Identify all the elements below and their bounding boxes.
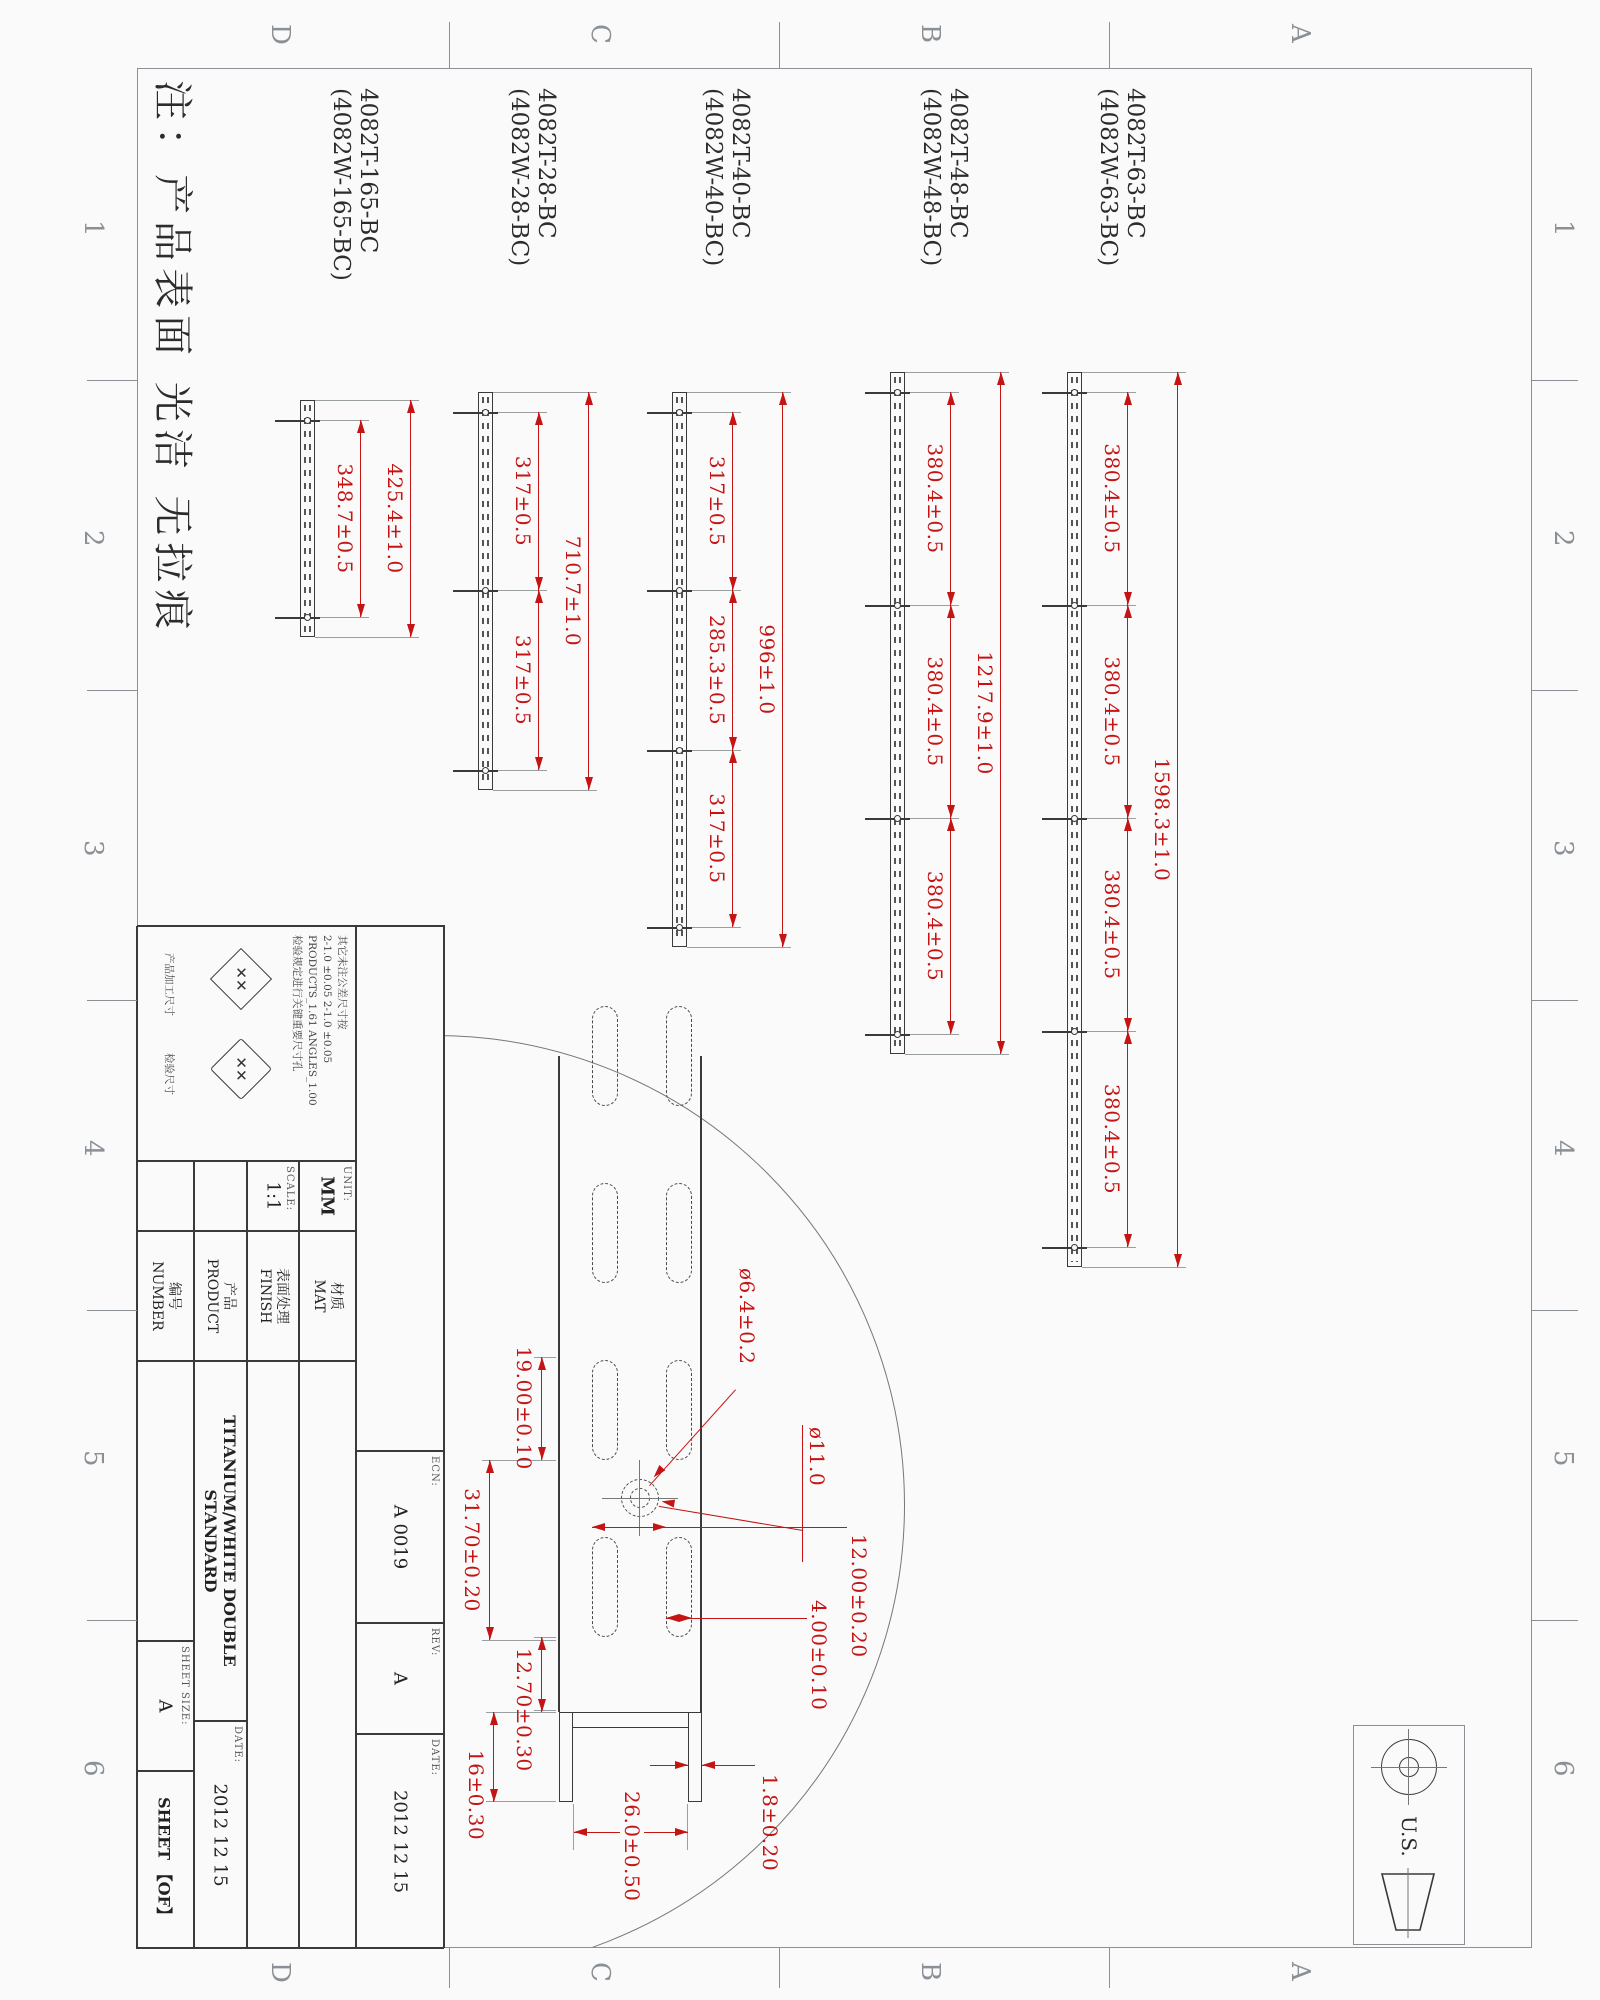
detail-strip-bottom-edge bbox=[558, 1056, 560, 1712]
zone-tick bbox=[1532, 380, 1578, 381]
dim-arrow bbox=[729, 737, 737, 750]
hole-mark-icon bbox=[1071, 602, 1078, 609]
dim-arrow bbox=[1124, 818, 1132, 831]
zone-tick bbox=[1109, 22, 1110, 68]
surface-symbol-icon: ✕✕ bbox=[210, 948, 272, 1010]
zone-tick bbox=[1109, 1948, 1110, 1988]
zone-tick bbox=[87, 1000, 137, 1001]
zone-tick bbox=[449, 1948, 450, 1988]
dim-arrow bbox=[535, 412, 543, 425]
hole-mark-icon bbox=[676, 587, 683, 594]
extension-line bbox=[320, 617, 369, 618]
zone-tick bbox=[1532, 1000, 1578, 1001]
dim-text: 317±0.5 bbox=[705, 793, 729, 884]
dim-arrow bbox=[729, 412, 737, 425]
projection-symbol bbox=[1353, 1725, 1465, 1945]
dim-arrow bbox=[729, 914, 737, 927]
dim-line bbox=[950, 605, 951, 818]
tb-number-header: 编号 NUMBER bbox=[136, 1231, 194, 1361]
zone-row-label: A bbox=[1285, 24, 1315, 43]
detail-slot bbox=[592, 1537, 618, 1637]
detail-slot bbox=[592, 1006, 618, 1106]
hole-tick bbox=[865, 605, 910, 607]
zone-col-label: 4 bbox=[1548, 1140, 1578, 1157]
tb-mat-header: 材质 MAT bbox=[299, 1231, 356, 1361]
hole-mark-icon bbox=[1071, 389, 1078, 396]
dim-arrow bbox=[407, 400, 415, 413]
dim-arrow bbox=[947, 1021, 955, 1034]
hole-tick bbox=[275, 420, 320, 422]
zone-tick bbox=[1532, 690, 1578, 691]
section-web bbox=[559, 1712, 702, 1728]
dim-line bbox=[732, 750, 733, 927]
dim-line bbox=[588, 392, 589, 790]
zone-tick bbox=[1532, 1310, 1578, 1311]
margin-right bbox=[0, 1948, 1600, 2000]
zone-tick bbox=[87, 1310, 137, 1311]
zone-tick bbox=[779, 1948, 780, 1988]
dim-arrow bbox=[729, 577, 737, 590]
tb-scale: SCALE: 1:1 bbox=[247, 1161, 299, 1231]
tb-date2: DATE: 2012 12 15 bbox=[194, 1721, 247, 1949]
hole-mark-icon bbox=[894, 815, 901, 822]
zone-tick bbox=[87, 1620, 137, 1621]
margin-left bbox=[0, 0, 1600, 68]
part-model: 4082T-48-BC bbox=[945, 88, 971, 239]
part-model-label bbox=[917, 88, 971, 266]
hole-mark-icon bbox=[894, 389, 901, 396]
hole-mark-icon bbox=[676, 924, 683, 931]
dim-arrow bbox=[1124, 592, 1132, 605]
dim-arrow bbox=[407, 624, 415, 637]
zone-col-label: 5 bbox=[1548, 1450, 1578, 1467]
tb-blank-2 bbox=[136, 1161, 194, 1231]
hole-mark-icon bbox=[1071, 1244, 1078, 1251]
dim-line bbox=[410, 400, 411, 637]
hole-tick bbox=[647, 412, 692, 414]
zone-col-label: 2 bbox=[1548, 530, 1578, 547]
extension-line bbox=[692, 927, 741, 928]
hole-mark-icon bbox=[482, 767, 489, 774]
hole-mark-icon bbox=[482, 409, 489, 416]
dim-text: 317±0.5 bbox=[511, 634, 535, 726]
tb-blank-top bbox=[356, 926, 444, 1451]
dim-text: 1598.3±1.0 bbox=[1150, 757, 1174, 882]
part-model: 4082T-63-BC bbox=[1122, 88, 1148, 239]
dim-text: 1217.9±1.0 bbox=[973, 651, 997, 775]
dim-end-gap: 12.70±0.30 bbox=[512, 1648, 536, 1772]
dim-arrow bbox=[729, 750, 737, 763]
detail-slot bbox=[666, 1360, 692, 1460]
dim-arrow bbox=[1174, 372, 1182, 385]
zone-col-label: 1 bbox=[78, 220, 108, 237]
extension-line bbox=[1082, 1267, 1186, 1268]
dim-arrow bbox=[779, 392, 787, 405]
detail-strip-top-edge bbox=[700, 1056, 702, 1712]
tb-sheet-of: SHEET 【OF】 bbox=[136, 1771, 194, 1949]
dim-arrow bbox=[1124, 1234, 1132, 1247]
part-strip bbox=[672, 392, 687, 947]
dim-arrow bbox=[1124, 1018, 1132, 1031]
dim-edge-offset: 4.00±0.10 bbox=[807, 1600, 831, 1711]
part-model-alt: (4082W-28-BC) bbox=[506, 88, 532, 267]
zone-col-label: 5 bbox=[78, 1450, 108, 1467]
title-block bbox=[137, 925, 445, 1948]
dim-arrow bbox=[535, 590, 543, 603]
dim-line bbox=[1127, 392, 1128, 605]
hole-tick bbox=[647, 590, 692, 592]
tb-number-value bbox=[136, 1361, 194, 1641]
part-model-alt: (4082W-48-BC) bbox=[918, 88, 944, 267]
tb-ecn: ECN: A 0019 bbox=[356, 1451, 444, 1623]
part-model: 4082T-28-BC bbox=[533, 88, 559, 239]
part-strip bbox=[300, 400, 315, 637]
hole-tick bbox=[865, 818, 910, 820]
dim-text: 380.4±0.5 bbox=[1100, 1083, 1124, 1195]
dim-line bbox=[1177, 372, 1178, 1267]
part-model-label bbox=[699, 88, 753, 266]
detail-slot bbox=[666, 1006, 692, 1106]
hole-tick bbox=[647, 750, 692, 752]
dim-arrow bbox=[535, 757, 543, 770]
extension-line bbox=[1087, 1247, 1136, 1248]
hole-mark-icon bbox=[1071, 1028, 1078, 1035]
hole-tick bbox=[1042, 1031, 1087, 1033]
hole-tick bbox=[1042, 392, 1087, 394]
zone-tick bbox=[87, 380, 137, 381]
dim-text: 317±0.5 bbox=[705, 455, 729, 547]
hole-tick bbox=[865, 392, 910, 394]
dim-arrow bbox=[1124, 1031, 1132, 1044]
extension-line bbox=[498, 770, 547, 771]
dim-line bbox=[1000, 372, 1001, 1054]
tb-finish-value bbox=[247, 1361, 299, 1949]
dim-section-width: 16±0.30 bbox=[464, 1749, 488, 1841]
extension-line bbox=[493, 790, 597, 791]
extension-line bbox=[1082, 372, 1186, 373]
tb-unit: UNIT: MM bbox=[299, 1161, 356, 1231]
dim-text: 317±0.5 bbox=[511, 455, 535, 547]
zone-row-label: D bbox=[265, 1962, 295, 1983]
cone-icon bbox=[1372, 1868, 1442, 1938]
dim-row-spacing: 12.00±0.20 bbox=[847, 1534, 871, 1658]
dim-line bbox=[950, 392, 951, 605]
dim-arrow bbox=[585, 392, 593, 405]
part-model-alt: (4082W-40-BC) bbox=[700, 88, 726, 267]
dim-text: 380.4±0.5 bbox=[923, 656, 947, 767]
part-model-label bbox=[505, 88, 559, 266]
dim-text: 380.4±0.5 bbox=[1100, 656, 1124, 767]
zone-row-label: B bbox=[915, 24, 945, 44]
extension-line bbox=[910, 1034, 959, 1035]
section-flange-top bbox=[688, 1712, 702, 1802]
tb-mat-value bbox=[299, 1361, 356, 1949]
dim-arrow bbox=[779, 934, 787, 947]
dim-line bbox=[950, 818, 951, 1034]
tb-date: DATE: 2012 12 15 bbox=[356, 1734, 444, 1949]
tb-finish-header: 表面处理 FINISH bbox=[247, 1231, 299, 1361]
part-model-label bbox=[1094, 88, 1148, 266]
extension-line bbox=[687, 947, 791, 948]
hole-tick bbox=[453, 770, 498, 772]
dim-line bbox=[1127, 1031, 1128, 1247]
part-model: 4082T-40-BC bbox=[727, 88, 753, 239]
dim-line bbox=[732, 412, 733, 590]
dim-text: 285.3±0.5 bbox=[705, 614, 729, 726]
zone-row-label: D bbox=[265, 24, 295, 45]
part-model-alt: (4082W-165-BC) bbox=[328, 88, 354, 281]
extension-line bbox=[493, 392, 597, 393]
dim-arrow bbox=[1124, 392, 1132, 405]
dim-arrow bbox=[357, 604, 365, 617]
extension-line bbox=[905, 1054, 1009, 1055]
dim-line bbox=[538, 412, 539, 590]
tb-sheet-size: SHEET SIZE: A bbox=[136, 1641, 194, 1771]
tb-blank-1 bbox=[194, 1161, 247, 1231]
zone-col-label: 3 bbox=[78, 840, 108, 857]
dim-hole-inner: ø6.4±0.2 bbox=[735, 1268, 759, 1365]
dim-line bbox=[1127, 818, 1128, 1031]
zone-col-label: 4 bbox=[78, 1140, 108, 1157]
extension-line bbox=[315, 637, 419, 638]
dim-arrow bbox=[947, 392, 955, 405]
dim-arrow bbox=[997, 1041, 1005, 1054]
zone-tick bbox=[87, 690, 137, 691]
zone-row-label: C bbox=[585, 24, 615, 44]
dim-arrow bbox=[729, 590, 737, 603]
dim-channel-inner-width: 26.0±0.50 bbox=[620, 1788, 644, 1904]
hole-mark-icon bbox=[1071, 815, 1078, 822]
projection-label: U.S. bbox=[1397, 1816, 1421, 1857]
dim-arrow bbox=[947, 605, 955, 618]
hole-mark-icon bbox=[304, 417, 311, 424]
zone-row-label: C bbox=[585, 1962, 615, 1982]
part-model: 4082T-165-BC bbox=[355, 88, 381, 254]
extension-line bbox=[687, 392, 791, 393]
hole-mark-icon bbox=[894, 602, 901, 609]
zone-row-label: A bbox=[1285, 1962, 1315, 1981]
hole-tick bbox=[275, 617, 320, 619]
tb-product-header: 产品 PRODUCT bbox=[194, 1231, 247, 1361]
dim-text: 380.4±0.5 bbox=[1100, 869, 1124, 980]
zone-col-label: 2 bbox=[78, 530, 108, 547]
hole-tick bbox=[453, 412, 498, 414]
dim-arrow bbox=[997, 372, 1005, 385]
zone-row-label: B bbox=[915, 1962, 945, 1982]
dim-arrow bbox=[357, 420, 365, 433]
dim-slot-length: 19.00±0.10 bbox=[512, 1346, 536, 1470]
dim-text: 380.4±0.5 bbox=[1100, 443, 1124, 554]
dim-text: 380.4±0.5 bbox=[923, 443, 947, 554]
hole-mark-icon bbox=[482, 587, 489, 594]
dim-hole-outer: ø11.0 bbox=[805, 1427, 829, 1487]
dim-line bbox=[782, 392, 783, 947]
zone-tick bbox=[449, 22, 450, 68]
dim-text: 348.7±0.5 bbox=[333, 463, 357, 574]
tb-product-value: TITANIUM/WHITE DOUBLE STANDARD bbox=[194, 1361, 247, 1721]
detail-slot bbox=[666, 1537, 692, 1637]
dim-arrow bbox=[1174, 1254, 1182, 1267]
hole-tick bbox=[1042, 818, 1087, 820]
hole-mark-icon bbox=[676, 409, 683, 416]
hole-tick bbox=[865, 1034, 910, 1036]
zone-col-label: 1 bbox=[1548, 220, 1578, 237]
detail-slot bbox=[592, 1360, 618, 1460]
tb-rev: REV: A bbox=[356, 1623, 444, 1734]
hole-tick bbox=[647, 927, 692, 929]
dim-arrow bbox=[1124, 805, 1132, 818]
dim-text: 425.4±1.0 bbox=[383, 463, 407, 574]
dim-arrow bbox=[947, 592, 955, 605]
surface-symbol-icon: ✕✕ bbox=[210, 1038, 272, 1100]
dim-wall-thickness: 1.8±0.20 bbox=[758, 1774, 782, 1872]
part-model-label bbox=[327, 88, 381, 281]
dim-arrow bbox=[535, 577, 543, 590]
zone-col-label: 6 bbox=[1548, 1760, 1578, 1777]
hole-mark-icon bbox=[894, 1031, 901, 1038]
dim-line bbox=[1127, 605, 1128, 818]
tb-notes-cell: 其它未注公差尺寸按 2-1.0 ±0.05 2-1.0 ±0.05 PRODUCTS_1.61 ANGLES_1.00 检验规定进行关键重要尺寸孔 ✕✕ ✕✕ 产品加工尺寸 检验尺寸 bbox=[136, 926, 356, 1161]
dim-arrow bbox=[947, 818, 955, 831]
zone-col-label: 6 bbox=[78, 1760, 108, 1777]
extension-line bbox=[315, 400, 419, 401]
dim-line bbox=[732, 590, 733, 750]
dim-slot-pitch: 31.70±0.20 bbox=[460, 1488, 484, 1612]
dim-text: 380.4±0.5 bbox=[923, 870, 947, 982]
dim-line bbox=[538, 590, 539, 770]
zone-col-label: 3 bbox=[1548, 840, 1578, 857]
part-model-alt: (4082W-63-BC) bbox=[1095, 88, 1121, 267]
hole-tick bbox=[1042, 605, 1087, 607]
surface-note: 注：产品表面 光洁 无拉痕 bbox=[149, 80, 195, 637]
part-strip bbox=[890, 372, 905, 1054]
section-flange-bottom bbox=[559, 1712, 573, 1802]
dim-line bbox=[360, 420, 361, 617]
detail-slot bbox=[666, 1183, 692, 1283]
extension-line bbox=[905, 372, 1009, 373]
hole-mark-icon bbox=[304, 614, 311, 621]
dim-text: 710.7±1.0 bbox=[561, 535, 585, 647]
dim-arrow bbox=[947, 805, 955, 818]
hole-mark-icon bbox=[676, 747, 683, 754]
dim-text: 996±1.0 bbox=[755, 624, 779, 715]
detail-slot bbox=[592, 1183, 618, 1283]
hole-tick bbox=[1042, 1247, 1087, 1249]
hole-tick bbox=[453, 590, 498, 592]
zone-tick bbox=[779, 22, 780, 68]
zone-tick bbox=[1532, 1620, 1578, 1621]
dim-arrow bbox=[585, 777, 593, 790]
dim-arrow bbox=[1124, 605, 1132, 618]
